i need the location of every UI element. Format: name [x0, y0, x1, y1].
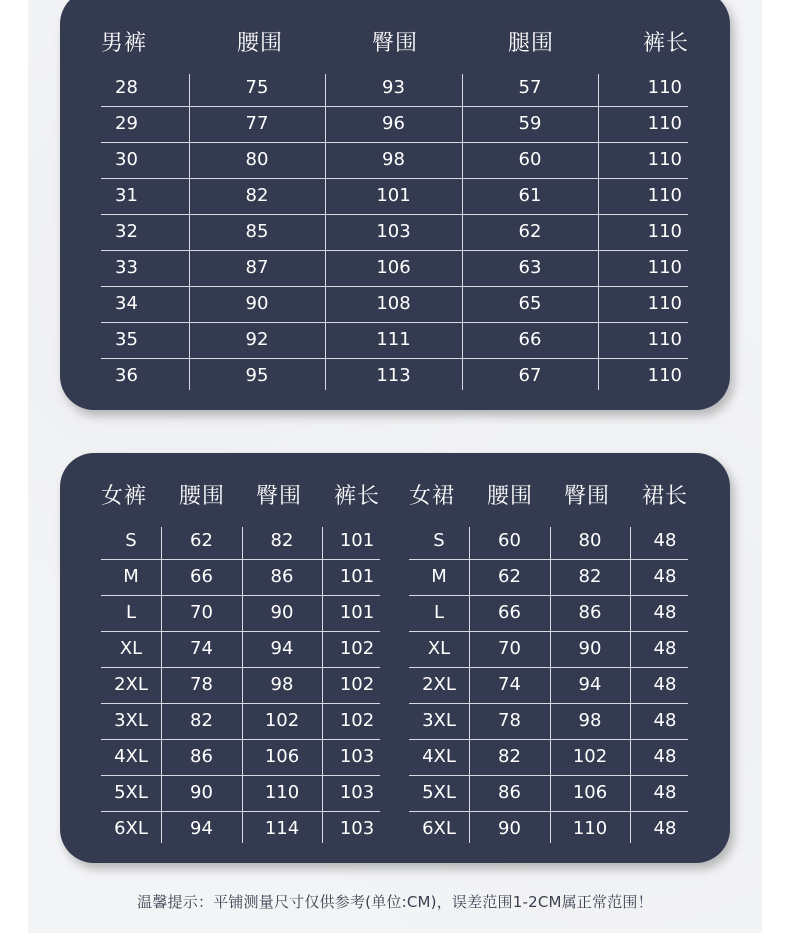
- men-cell: 101: [376, 185, 411, 206]
- men-cell: 87: [245, 257, 269, 278]
- men-cell: 34: [115, 293, 138, 314]
- women-pants-cell: 6XL: [114, 818, 148, 839]
- women-pants-cell: 3XL: [114, 710, 148, 731]
- men-cell: 36: [115, 365, 138, 386]
- women-pants-cell: M: [123, 566, 139, 587]
- women-pants-cell: 70: [190, 602, 213, 623]
- women-pants-cell: 5XL: [114, 782, 148, 803]
- men-header-1: 腰围: [236, 31, 283, 56]
- women-skirt-cell: 66: [498, 602, 521, 623]
- women-pants-cell: 103: [339, 746, 375, 767]
- men-cell: 61: [518, 185, 542, 206]
- women-pants-cell: 94: [190, 818, 213, 839]
- women-skirt-cell: 82: [498, 746, 521, 767]
- women-skirt-cell: 60: [498, 530, 521, 551]
- men-cell: 85: [245, 221, 269, 242]
- men-cell: 32: [115, 221, 138, 242]
- men-cell: 98: [382, 149, 405, 170]
- men-cell: 92: [245, 329, 269, 350]
- women-skirt-cell: 98: [578, 710, 602, 731]
- men-cell: 30: [115, 149, 138, 170]
- men-cell: 57: [518, 77, 542, 98]
- women-pants-cell: 62: [190, 530, 213, 551]
- women-pants-cell: 74: [190, 638, 213, 659]
- men-cell: 29: [115, 113, 138, 134]
- women-skirt-cell: 48: [653, 710, 677, 731]
- women-skirt-cell: 5XL: [422, 782, 456, 803]
- men-cell: 110: [647, 77, 682, 98]
- women-skirt-cell: 106: [572, 782, 608, 803]
- men-cell: 106: [376, 257, 411, 278]
- women-pants-cell: 103: [339, 782, 375, 803]
- women-skirt-cell: XL: [427, 638, 451, 659]
- women-pants-cell: 102: [339, 674, 375, 695]
- women-pants-header-2: 臀围: [255, 484, 302, 509]
- women-pants-cell: 106: [264, 746, 300, 767]
- women-skirt-cell: 62: [498, 566, 521, 587]
- women-skirt-cell: 48: [653, 638, 677, 659]
- men-cell: 35: [115, 329, 138, 350]
- women-skirt-cell: S: [433, 530, 445, 551]
- women-skirt-cell: 3XL: [422, 710, 456, 731]
- women-pants-cell: 103: [339, 818, 375, 839]
- men-header-3: 腿围: [507, 31, 554, 56]
- men-cell: 110: [647, 365, 682, 386]
- women-pants-cell: 101: [339, 530, 375, 551]
- women-pants-header-1: 腰围: [178, 484, 225, 509]
- women-pants-cell: 94: [270, 638, 294, 659]
- women-skirt-cell: 6XL: [422, 818, 456, 839]
- measurement-note: 温馨提示：平铺测量尺寸仅供参考(单位:CM)，误差范围1-2CM属正常范围！: [137, 893, 653, 911]
- men-cell: 110: [647, 293, 682, 314]
- women-skirt-header-2: 臀围: [563, 484, 610, 509]
- men-cell: 110: [647, 113, 682, 134]
- women-pants-cell: XL: [119, 638, 143, 659]
- women-pants-cell: S: [125, 530, 137, 551]
- men-cell: 110: [647, 185, 682, 206]
- men-cell: 110: [647, 257, 682, 278]
- men-cell: 110: [647, 329, 682, 350]
- women-skirt-cell: 82: [578, 566, 602, 587]
- men-cell: 28: [115, 77, 138, 98]
- women-pants-cell: 101: [339, 602, 375, 623]
- men-cell: 77: [245, 113, 269, 134]
- women-skirt-cell: 48: [653, 746, 677, 767]
- women-skirt-header-1: 腰围: [486, 484, 533, 509]
- women-pants-cell: 90: [270, 602, 294, 623]
- women-pants-cell: 86: [270, 566, 294, 587]
- men-cell: 90: [245, 293, 269, 314]
- women-skirt-cell: 86: [578, 602, 602, 623]
- men-cell: 66: [518, 329, 542, 350]
- women-skirt-cell: 80: [578, 530, 602, 551]
- women-pants-cell: 82: [270, 530, 294, 551]
- men-cell: 95: [245, 365, 269, 386]
- women-skirt-cell: 78: [498, 710, 521, 731]
- men-cell: 63: [518, 257, 542, 278]
- men-cell: 96: [382, 113, 405, 134]
- men-cell: 82: [245, 185, 269, 206]
- women-pants-cell: 2XL: [114, 674, 148, 695]
- women-skirt-cell: 110: [572, 818, 608, 839]
- women-pants-cell: L: [125, 602, 137, 623]
- women-skirt-cell: 74: [498, 674, 521, 695]
- women-pants-cell: 101: [339, 566, 375, 587]
- men-cell: 62: [518, 221, 542, 242]
- women-pants-cell: 66: [190, 566, 213, 587]
- women-skirt-cell: M: [431, 566, 447, 587]
- men-cell: 110: [647, 221, 682, 242]
- women-skirt-cell: 48: [653, 602, 677, 623]
- men-cell: 80: [245, 149, 269, 170]
- men-cell: 113: [376, 365, 411, 386]
- women-skirt-cell: 48: [653, 818, 677, 839]
- women-pants-cell: 110: [264, 782, 300, 803]
- men-cell: 31: [115, 185, 138, 206]
- men-cell: 110: [647, 149, 682, 170]
- women-skirt-cell: 102: [572, 746, 608, 767]
- women-pants-cell: 102: [264, 710, 300, 731]
- men-cell: 33: [115, 257, 138, 278]
- men-cell: 103: [376, 221, 411, 242]
- women-pants-cell: 82: [190, 710, 213, 731]
- women-pants-cell: 114: [264, 818, 300, 839]
- women-skirt-cell: 90: [578, 638, 602, 659]
- men-header-4: 裤长: [642, 31, 689, 56]
- men-cell: 67: [518, 365, 542, 386]
- women-pants-cell: 78: [190, 674, 213, 695]
- women-skirt-header-3: 裙长: [641, 484, 688, 509]
- women-skirt-cell: 70: [498, 638, 521, 659]
- women-pants-cell: 86: [190, 746, 213, 767]
- women-skirt-cell: 48: [653, 674, 677, 695]
- women-skirt-cell: 48: [653, 566, 677, 587]
- women-pants-header-0: 女裤: [100, 484, 147, 509]
- women-pants-cell: 90: [190, 782, 213, 803]
- women-pants-cell: 4XL: [114, 746, 148, 767]
- women-skirt-cell: 4XL: [422, 746, 456, 767]
- men-cell: 108: [376, 293, 411, 314]
- men-cell: 65: [518, 293, 542, 314]
- men-cell: 93: [382, 77, 405, 98]
- men-header-0: 男裤: [100, 31, 147, 56]
- women-pants-header-3: 裤长: [333, 484, 380, 509]
- women-skirt-cell: 48: [653, 530, 677, 551]
- women-skirt-cell: 2XL: [422, 674, 456, 695]
- men-cell: 59: [518, 113, 542, 134]
- women-pants-cell: 102: [339, 638, 375, 659]
- men-cell: 75: [245, 77, 269, 98]
- men-cell: 60: [518, 149, 542, 170]
- women-skirt-cell: 94: [578, 674, 602, 695]
- women-skirt-cell: 90: [498, 818, 521, 839]
- men-header-2: 臀围: [371, 31, 418, 56]
- women-pants-cell: 98: [270, 674, 294, 695]
- women-pants-cell: 102: [339, 710, 375, 731]
- women-skirt-header-0: 女裙: [408, 484, 455, 509]
- women-skirt-cell: 48: [653, 782, 677, 803]
- women-skirt-cell: L: [433, 602, 445, 623]
- men-cell: 111: [376, 329, 411, 350]
- women-skirt-cell: 86: [498, 782, 521, 803]
